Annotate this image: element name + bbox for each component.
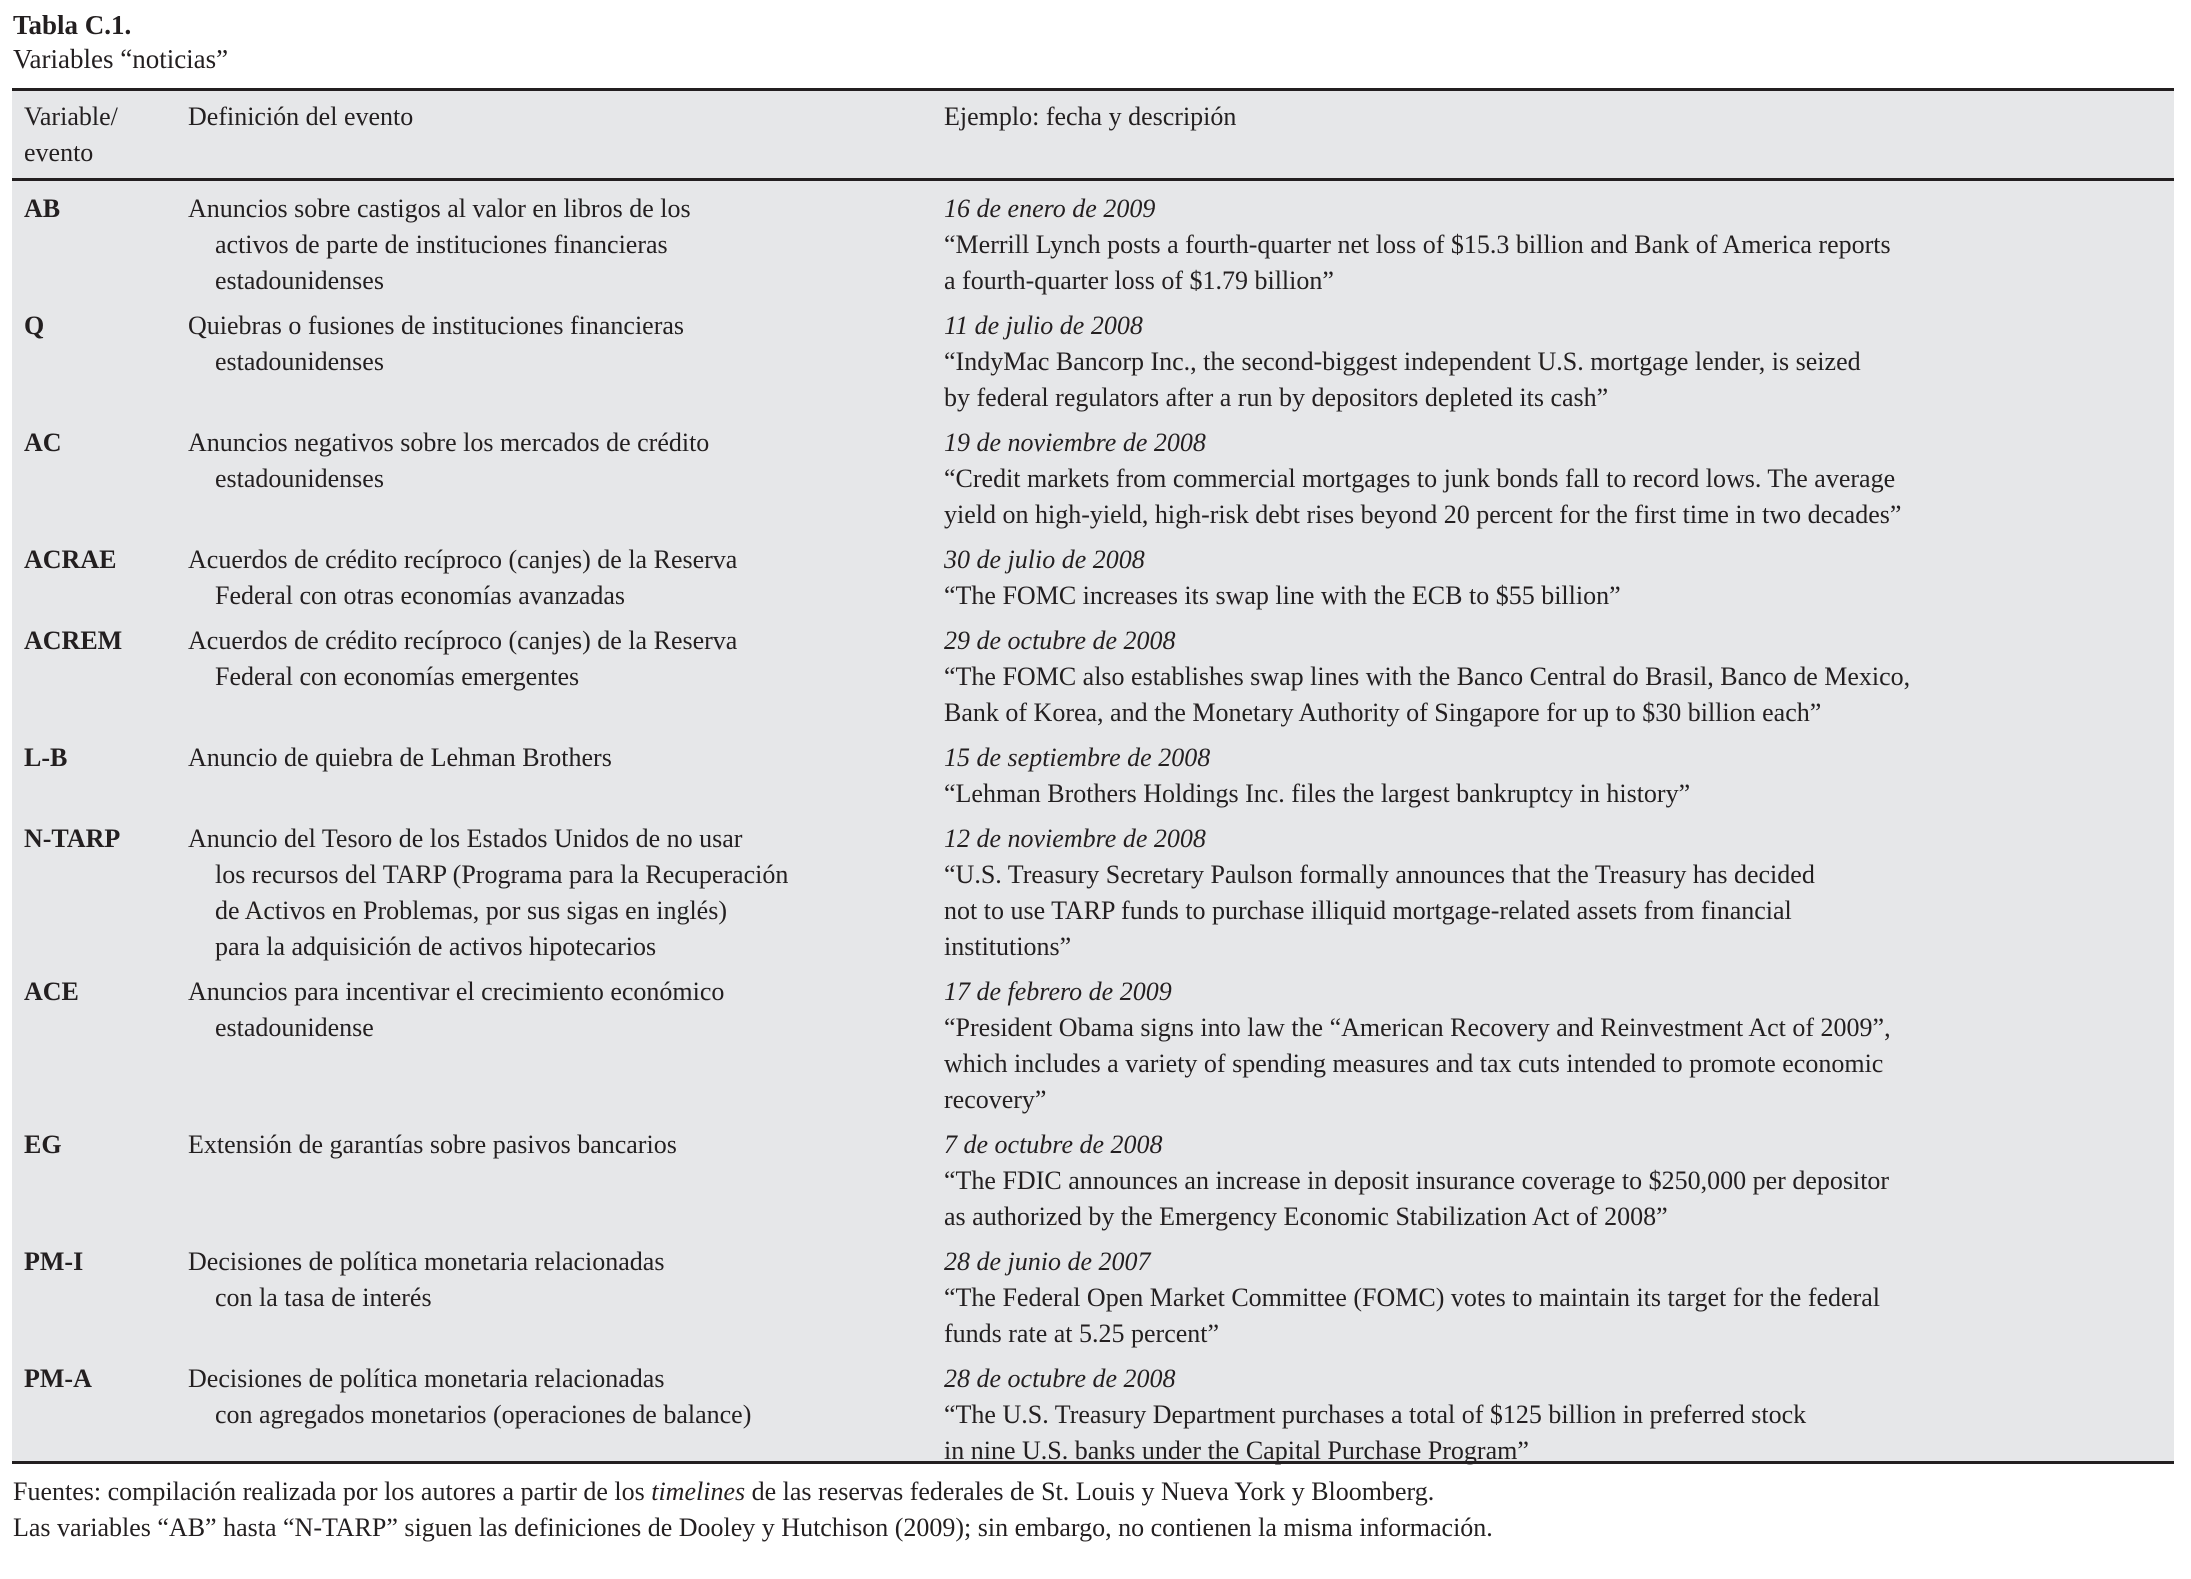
variable-code: N-TARP [24, 824, 121, 853]
variable-code: ACREM [24, 626, 123, 655]
variable-code: AB [24, 194, 61, 223]
event-definition [188, 1361, 944, 1469]
example-description-line: “The FOMC increases its swap line with the ECB to $55 billion” [944, 581, 1621, 610]
table-row [12, 821, 2174, 974]
column-header-variable [24, 99, 174, 171]
event-definition [188, 1127, 944, 1235]
example-description-line: “IndyMac Bancorp Inc., the second-biggest independent U.S. mortgage lender, is seized [944, 347, 1861, 376]
example-date: 11 de julio de 2008 [944, 311, 1143, 340]
table-row [12, 308, 2174, 425]
example-date: 7 de octubre de 2008 [944, 1130, 1163, 1159]
event-definition-line: activos de parte de instituciones financieras [215, 230, 668, 259]
variable-code: ACE [24, 977, 79, 1006]
table-header [12, 91, 2174, 181]
example-cell [944, 623, 2174, 731]
event-definition [188, 740, 944, 812]
sources-note [13, 1474, 1493, 1510]
column-header-example: Ejemplo: fecha y descripión [944, 102, 1237, 131]
event-definition-line: Federal con otras economías avanzadas [215, 581, 626, 610]
table-row [12, 623, 2174, 740]
example-description-line: by federal regulators after a run by depositors depleted its cash” [944, 383, 1609, 412]
example-cell [944, 974, 2174, 1118]
sources-note-prefix: Fuentes: compilación realizada por los autores a partir de los [13, 1477, 652, 1506]
column-header-definition: Definición del evento [188, 102, 414, 131]
example-cell [944, 191, 2174, 299]
variable-code: EG [24, 1130, 62, 1159]
event-definition [188, 974, 944, 1118]
example-date: 30 de julio de 2008 [944, 545, 1145, 574]
example-description-line: “The U.S. Treasury Department purchases a total of $125 billion in preferred stock [944, 1400, 1807, 1429]
event-definition-line: con la tasa de interés [215, 1283, 432, 1312]
event-definition-line: Anuncio del Tesoro de los Estados Unidos de no usar [188, 824, 743, 853]
event-definition-line: Anuncios negativos sobre los mercados de crédito [188, 428, 710, 457]
example-description-line: recovery” [944, 1085, 1047, 1114]
variables-note: Las variables “AB” hasta “N-TARP” siguen las definiciones de Dooley y Hutchison (2009); sin embargo, no contienen la misma información. [13, 1513, 1493, 1542]
table-row [12, 1244, 2174, 1361]
example-date: 28 de junio de 2007 [944, 1247, 1151, 1276]
event-definition [188, 308, 944, 416]
event-definition-line: Anuncios sobre castigos al valor en libros de los [188, 194, 691, 223]
example-date: 12 de noviembre de 2008 [944, 824, 1206, 853]
example-description-line: “Lehman Brothers Holdings Inc. files the largest bankruptcy in history” [944, 779, 1691, 808]
variable-code: PM-A [24, 1364, 92, 1393]
example-cell [944, 425, 2174, 533]
table-row [12, 542, 2174, 623]
example-date: 16 de enero de 2009 [944, 194, 1156, 223]
example-cell [944, 1127, 2174, 1235]
example-description-line: “The FDIC announces an increase in deposit insurance coverage to $250,000 per depositor [944, 1166, 1890, 1195]
table-row [12, 1127, 2174, 1244]
example-cell [944, 1244, 2174, 1352]
event-definition [188, 623, 944, 731]
table-row [12, 191, 2174, 308]
event-definition-line: con agregados monetarios (operaciones de balance) [215, 1400, 752, 1429]
variable-code: PM-I [24, 1247, 84, 1276]
example-description-line: “President Obama signs into law the “American Recovery and Reinvestment Act of 2009”, [944, 1013, 1891, 1042]
event-definition-line: para la adquisición de activos hipotecarios [215, 932, 657, 961]
table-notes [13, 1474, 1493, 1546]
event-definition [188, 191, 944, 299]
event-definition-line: Quiebras o fusiones de instituciones financieras [188, 311, 685, 340]
news-variables-table [12, 88, 2174, 1464]
event-definition-line: los recursos del TARP (Programa para la Recuperación [215, 860, 789, 889]
variable-code: AC [24, 428, 62, 457]
example-description-line: institutions” [944, 932, 1072, 961]
example-description-line: “The Federal Open Market Committee (FOMC) votes to maintain its target for the federal [944, 1283, 1880, 1312]
event-definition [188, 542, 944, 614]
example-description-line: “Merrill Lynch posts a fourth-quarter net loss of $15.3 billion and Bank of America reports [944, 230, 1891, 259]
event-definition-line: Extensión de garantías sobre pasivos bancarios [188, 1130, 677, 1159]
event-definition-line: estadounidense [215, 1013, 374, 1042]
variable-code: L-B [24, 743, 68, 772]
event-definition-line: Federal con economías emergentes [215, 662, 580, 691]
table-row [12, 974, 2174, 1127]
example-description-line: “Credit markets from commercial mortgages to junk bonds fall to record lows. The average [944, 464, 1896, 493]
example-cell [944, 740, 2174, 812]
example-description-line: which includes a variety of spending measures and tax cuts intended to promote economic [944, 1049, 1884, 1078]
event-definition-line: estadounidenses [215, 464, 384, 493]
event-definition-line: Acuerdos de crédito recíproco (canjes) de la Reserva [188, 545, 738, 574]
example-date: 28 de octubre de 2008 [944, 1364, 1176, 1393]
event-definition [188, 425, 944, 533]
example-description-line: as authorized by the Emergency Economic Stabilization Act of 2008” [944, 1202, 1668, 1231]
sources-note-suffix: de las reservas federales de St. Louis y Nueva York y Bloomberg. [745, 1477, 1435, 1506]
table-body [12, 181, 2174, 1478]
variable-code: Q [24, 311, 45, 340]
table-row [12, 1361, 2174, 1478]
event-definition-line: Decisiones de política monetaria relacionadas [188, 1364, 665, 1393]
example-description-line: “The FOMC also establishes swap lines with the Banco Central do Brasil, Banco de Mexico, [944, 662, 1911, 691]
example-description-line: funds rate at 5.25 percent” [944, 1319, 1220, 1348]
example-date: 17 de febrero de 2009 [944, 977, 1172, 1006]
variable-code: ACRAE [24, 545, 117, 574]
event-definition [188, 1244, 944, 1352]
example-cell [944, 542, 2174, 614]
sources-note-italic: timelines [651, 1477, 746, 1506]
event-definition-line: estadounidenses [215, 266, 384, 295]
event-definition-line: estadounidenses [215, 347, 384, 376]
example-description-line: Bank of Korea, and the Monetary Authority of Singapore for up to $30 billion each” [944, 698, 1822, 727]
example-description-line: not to use TARP funds to purchase illiquid mortgage-related assets from financial [944, 896, 1792, 925]
example-description-line: “U.S. Treasury Secretary Paulson formally announces that the Treasury has decided [944, 860, 1815, 889]
event-definition-line: Decisiones de política monetaria relacionadas [188, 1247, 665, 1276]
example-description-line: a fourth-quarter loss of $1.79 billion” [944, 266, 1334, 295]
event-definition [188, 821, 944, 965]
table-title: Tabla C.1. [13, 10, 132, 40]
example-date: 19 de noviembre de 2008 [944, 428, 1206, 457]
event-definition-line: Acuerdos de crédito recíproco (canjes) de la Reserva [188, 626, 738, 655]
example-date: 29 de octubre de 2008 [944, 626, 1176, 655]
example-cell [944, 821, 2174, 965]
event-definition-line: de Activos en Problemas, por sus sigas en inglés) [215, 896, 727, 925]
table-row [12, 740, 2174, 821]
column-header-variable-line: Variable/ [24, 102, 118, 131]
column-header-variable-line: evento [24, 138, 94, 167]
example-cell [944, 1361, 2174, 1469]
example-date: 15 de septiembre de 2008 [944, 743, 1211, 772]
event-definition-line: Anuncio de quiebra de Lehman Brothers [188, 743, 612, 772]
event-definition-line: Anuncios para incentivar el crecimiento económico [188, 977, 725, 1006]
example-cell [944, 308, 2174, 416]
table-row [12, 425, 2174, 542]
table-subtitle: Variables “noticias” [13, 44, 229, 74]
example-description-line: in nine U.S. banks under the Capital Purchase Program” [944, 1436, 1529, 1465]
example-description-line: yield on high-yield, high-risk debt rises beyond 20 percent for the first time in two decades” [944, 500, 1902, 529]
